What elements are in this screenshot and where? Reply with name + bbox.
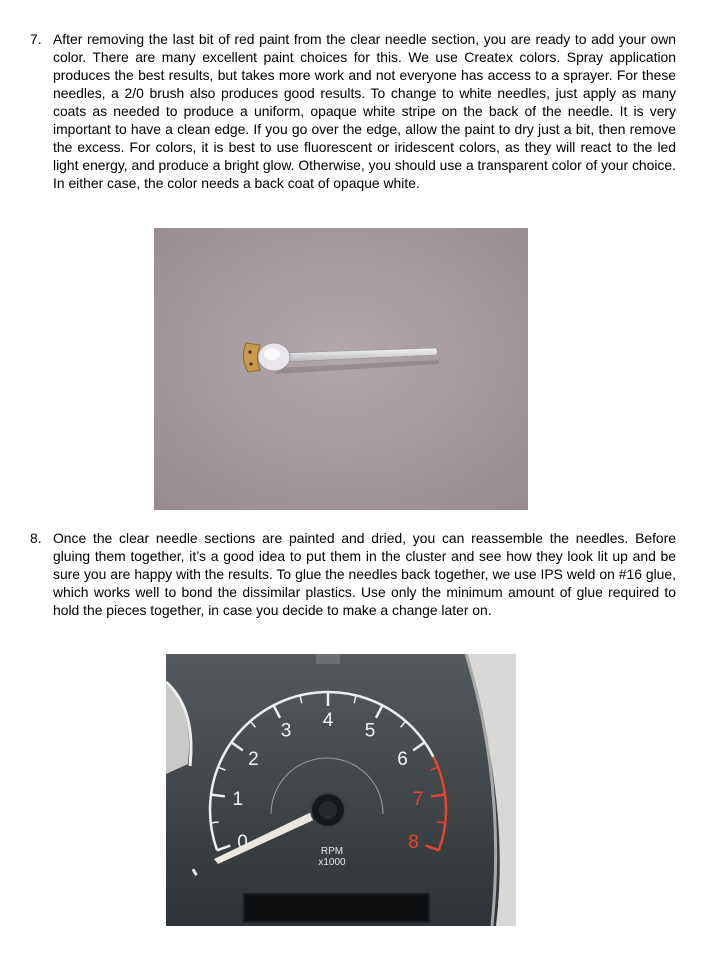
scale-tick	[437, 822, 445, 823]
step-number: 7.	[30, 31, 42, 47]
scale-label: 3	[280, 720, 292, 742]
rpm-label: RPM	[320, 846, 344, 857]
x1000-label: x1000	[318, 857, 346, 868]
scale-label: 1	[232, 789, 244, 811]
scale-label: 4	[322, 710, 334, 731]
scale-label: 2	[248, 748, 259, 770]
scale-label: 5	[364, 720, 376, 742]
step-number: 8.	[30, 530, 42, 546]
scale-label: 0	[237, 832, 248, 854]
painted-needle-photo	[154, 228, 528, 510]
step-text: After removing the last bit of red paint from the clear needle section, you are ready to add your own color. There are many excellent paint choices for this. We use Createx colors. Spray application produces the best results, but takes more work and not everyone has access to a sprayer. For these needles, a 2/0 brush also produces good results. To change to white needles, just apply as many coats as needed to produce a uniform, opaque white stripe on the back of the needle. It is very important to have a clean edge. If you go over the edge, allow the paint to dry just a bit, then remove the excess. For colors, it is best to use fluorescent or iridescent colors, as they will react to the led light energy, and produce a bright glow. Otherwise, you should use a transparent color of your choice. In either case, the color needs a back coat of opaque white.	[53, 31, 676, 191]
step-7	[30, 30, 676, 192]
tachometer-cluster-photo	[166, 654, 516, 926]
scale-label: 7	[412, 789, 424, 811]
step-8	[30, 529, 676, 619]
step-text: Once the clear needle sections are painted and dried, you can reassemble the needles. Before gluing them together, it’s a good idea to put them in the cluster and see how they look lit up and be sure you are happy with the results. To glue the needles back together, we use IPS weld on #16 glue, which works well to bond the dissimilar plastics. Use only the minimum amount of glue required to hold the pieces together, in case you decide to make a change later on.	[53, 530, 676, 618]
scale-tick	[211, 822, 219, 823]
scale-label: 8	[408, 832, 419, 854]
scale-label: 6	[397, 748, 408, 770]
